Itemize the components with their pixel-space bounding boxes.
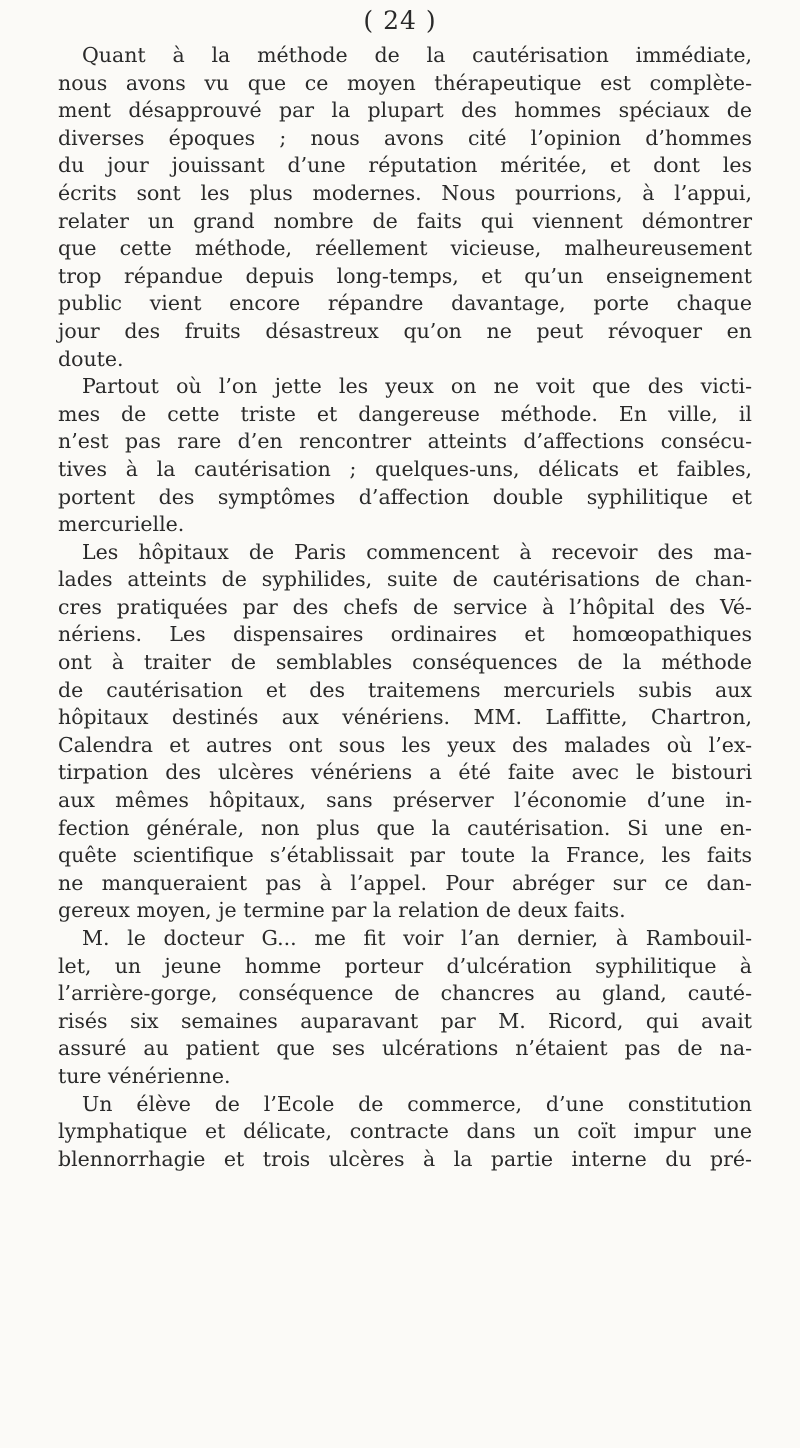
text-line: doute.	[58, 346, 124, 371]
text-line: mercurielle.	[58, 512, 185, 537]
text-line: quête scientifique s’établissait par toute la France, les faits	[58, 843, 752, 868]
text-line: Les hôpitaux de Paris commencent à recevoir des ma-	[82, 539, 752, 564]
text-line: nous avons vu que ce moyen thérapeutique est complète-	[58, 70, 752, 95]
text-line: Partout où l’on jette les yeux on ne voit que des victi-	[82, 374, 752, 399]
text-line: ture vénérienne.	[58, 1063, 231, 1088]
text-line: assuré au patient que ses ulcérations n’étaient pas de na-	[58, 1036, 752, 1061]
text-line: mes de cette triste et dangereuse méthode. En ville, il	[58, 401, 752, 426]
text-line: n’est pas rare d’en rencontrer atteints d’affections consécu-	[58, 429, 752, 454]
text-line: tives à la cautérisation ; quelques-uns, délicats et faibles,	[58, 456, 752, 481]
text-line: ne manqueraient pas à l’appel. Pour abréger sur ce dan-	[58, 870, 752, 895]
text-line: du jour jouissant d’une réputation méritée, et dont les	[58, 153, 752, 178]
text-line: let, un jeune homme porteur d’ulcération syphilitique à	[58, 953, 752, 978]
text-line: diverses époques ; nous avons cité l’opinion d’hommes	[58, 125, 752, 150]
text-line: public vient encore répandre davantage, porte chaque	[58, 291, 752, 316]
paragraph-5	[58, 1091, 752, 1174]
text-line: ment désapprouvé par la plupart des hommes spéciaux de	[58, 98, 752, 123]
text-line: risés six semaines auparavant par M. Ricord, qui avait	[58, 1008, 752, 1033]
text-line: fection générale, non plus que la cautérisation. Si une en-	[58, 815, 752, 840]
text-line: jour des fruits désastreux qu’on ne peut révoquer en	[58, 318, 752, 343]
text-line: aux mêmes hôpitaux, sans préserver l’économie d’une in-	[58, 788, 752, 813]
text-line: de cautérisation et des traitemens mercuriels subis aux	[58, 677, 752, 702]
paragraph-2	[58, 373, 752, 539]
paragraph-4	[58, 925, 752, 1091]
text-line: hôpitaux destinés aux vénériens. MM. Laffitte, Chartron,	[58, 705, 752, 730]
paragraph-3	[58, 539, 752, 925]
text-line: cres pratiquées par des chefs de service à l’hôpital des Vé-	[58, 594, 752, 619]
text-line: ont à traiter de semblables conséquences de la méthode	[58, 650, 752, 675]
text-line: blennorrhagie et trois ulcères à la partie interne du pré-	[58, 1146, 752, 1171]
text-line: relater un grand nombre de faits qui viennent démontrer	[58, 208, 752, 233]
text-line: gereux moyen, je termine par la relation de deux faits.	[58, 898, 626, 923]
text-line: que cette méthode, réellement vicieuse, malheureusement	[58, 236, 752, 261]
page-number: ( 24 )	[363, 6, 437, 35]
text-line: l’arrière-gorge, conséquence de chancres au gland, cauté-	[58, 981, 752, 1006]
body-text	[58, 42, 752, 1173]
text-line: lades atteints de syphilides, suite de cautérisations de chan-	[58, 567, 752, 592]
text-line: Un élève de l’Ecole de commerce, d’une constitution	[82, 1091, 752, 1116]
text-line: M. le docteur G... me fit voir l’an dernier, à Rambouil-	[82, 926, 752, 950]
text-line: écrits sont les plus modernes. Nous pourrions, à l’appui,	[58, 180, 752, 205]
text-line: portent des symptômes d’affection double syphilitique et	[58, 484, 752, 509]
text-line: trop répandue depuis long-temps, et qu’un enseignement	[58, 263, 752, 288]
text-line: tirpation des ulcères vénériens a été faite avec le bistouri	[58, 760, 752, 785]
text-line: lymphatique et délicate, contracte dans un coït impur une	[58, 1119, 752, 1144]
paragraph-1	[58, 42, 752, 373]
text-line: nériens. Les dispensaires ordinaires et homœopathiques	[58, 622, 752, 647]
text-line: Quant à la méthode de la cautérisation immédiate,	[82, 43, 752, 67]
text-line: Calendra et autres ont sous les yeux des malades où l’ex-	[58, 732, 752, 757]
